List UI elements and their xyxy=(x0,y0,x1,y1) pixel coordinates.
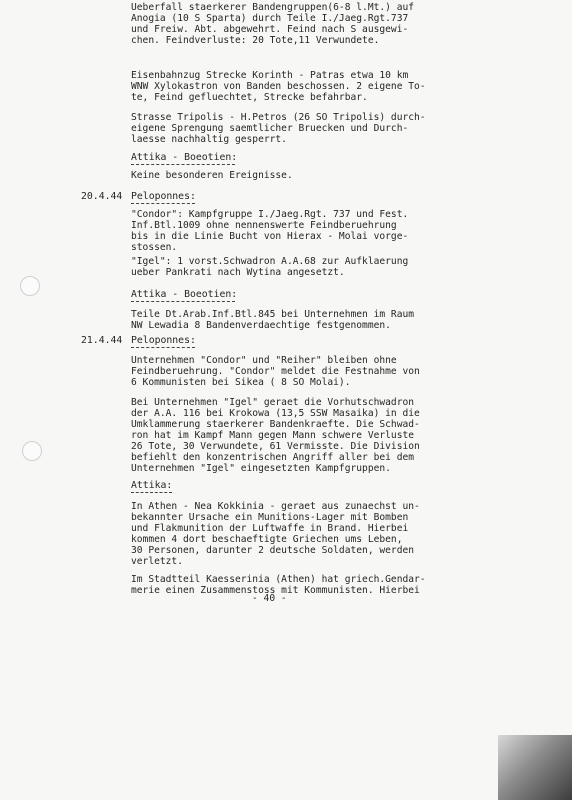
text-line: Umklammerung staerkerer Bandenkraefte. Die Schwad- xyxy=(131,419,420,430)
heading-underline xyxy=(131,203,195,204)
text-line: befiehlt den konzentrischen Angriff aller bei dem xyxy=(131,452,415,463)
text-line: Teile Dt.Arab.Inf.Btl.845 bei Unternehmen im Raum xyxy=(131,309,415,320)
scan-shadow xyxy=(498,735,572,800)
section-heading: Attika - Boeotien: xyxy=(131,152,238,163)
text-line: Bei Unternehmen "Igel" geraet die Vorhutschwadron xyxy=(131,397,415,408)
text-line: Im Stadtteil Kaesserinia (Athen) hat griech.Gendar- xyxy=(131,574,426,585)
punch-hole-top xyxy=(20,276,40,296)
text-line: 26 Tote, 30 Verwundete, 61 Vermisste. Die Division xyxy=(131,441,420,452)
text-line: laesse nachhaltig gesperrt. xyxy=(131,134,287,145)
text-line: chen. Feindverluste: 20 Tote,11 Verwundete. xyxy=(131,35,380,46)
text-line: Keine besonderen Ereignisse. xyxy=(131,170,293,181)
heading-underline xyxy=(131,301,235,302)
text-line: kommen 4 dort beschaeftigte Griechen ums Leben, xyxy=(131,534,403,545)
date-21-4-44: 21.4.44 xyxy=(81,335,123,346)
text-line: Inf.Btl.1009 ohne nennenswerte Feindberuehrung xyxy=(131,220,397,231)
text-line: 6 Kommunisten bei Sikea ( 8 SO Molai). xyxy=(131,377,351,388)
date-20-4-44: 20.4.44 xyxy=(81,191,123,202)
text-line: stossen. xyxy=(131,242,178,253)
text-line: und Flakmunition der Luftwaffe in Brand. Hierbei xyxy=(131,523,409,534)
text-line: der A.A. 116 bei Krokowa (13,5 SSW Masaika) in die xyxy=(131,408,420,419)
punch-hole-bottom xyxy=(22,441,42,461)
text-line: NW Lewadia 8 Bandenverdaechtige festgenommen. xyxy=(131,320,391,331)
text-line: In Athen - Nea Kokkinia - geraet aus zunaechst un- xyxy=(131,501,420,512)
text-line: und Freiw. Abt. abgewehrt. Feind nach S ausgewi- xyxy=(131,24,409,35)
page-number: - 40 - xyxy=(252,593,287,604)
text-line: bis in die Linie Bucht von Hierax - Molai vorge- xyxy=(131,231,409,242)
text-line: ron hat im Kampf Mann gegen Mann schwere Verluste xyxy=(131,430,415,441)
text-line: merie einen Zusammenstoss mit Kommunisten. Hierbei xyxy=(131,585,420,596)
section-heading: Attika - Boeotien: xyxy=(131,289,238,300)
text-line: te, Feind gefluechtet, Strecke befahrbar. xyxy=(131,92,368,103)
text-line: Strasse Tripolis - H.Petros (26 SO Tripolis) durch- xyxy=(131,112,426,123)
text-line: Unternehmen "Igel" eingesetzten Kampfgruppen. xyxy=(131,463,391,474)
section-heading: Attika: xyxy=(131,480,173,491)
text-line: eigene Sprengung saemtlicher Bruecken und Durch- xyxy=(131,123,409,134)
text-line: bekannter Ursache ein Munitions-Lager mit Bomben xyxy=(131,512,409,523)
text-line: verletzt. xyxy=(131,556,183,567)
text-line: "Igel": 1 vorst.Schwadron A.A.68 zur Aufklaerung xyxy=(131,256,409,267)
text-line: "Condor": Kampfgruppe I./Jaeg.Rgt. 737 und Fest. xyxy=(131,209,409,220)
text-line: 30 Personen, darunter 2 deutsche Soldaten, werden xyxy=(131,545,415,556)
text-line: Feindberuehrung. "Condor" meldet die Festnahme von xyxy=(131,366,420,377)
heading-underline xyxy=(131,164,235,165)
heading-underline xyxy=(131,347,195,348)
text-line: Anogia (10 S Sparta) durch Teile I./Jaeg.Rgt.737 xyxy=(131,13,409,24)
text-line: ueber Pankrati nach Wytina angesetzt. xyxy=(131,267,345,278)
heading-underline xyxy=(131,492,172,493)
section-heading: Peloponnes: xyxy=(131,335,196,346)
text-line: WNW Xylokastron von Banden beschossen. 2 eigene To- xyxy=(131,81,426,92)
section-heading: Peloponnes: xyxy=(131,191,196,202)
text-line: Unternehmen "Condor" und "Reiher" bleiben ohne xyxy=(131,355,397,366)
text-line: Ueberfall staerkerer Bandengruppen(6-8 l.Mt.) auf xyxy=(131,2,415,13)
text-line: Eisenbahnzug Strecke Korinth - Patras etwa 10 km xyxy=(131,70,409,81)
